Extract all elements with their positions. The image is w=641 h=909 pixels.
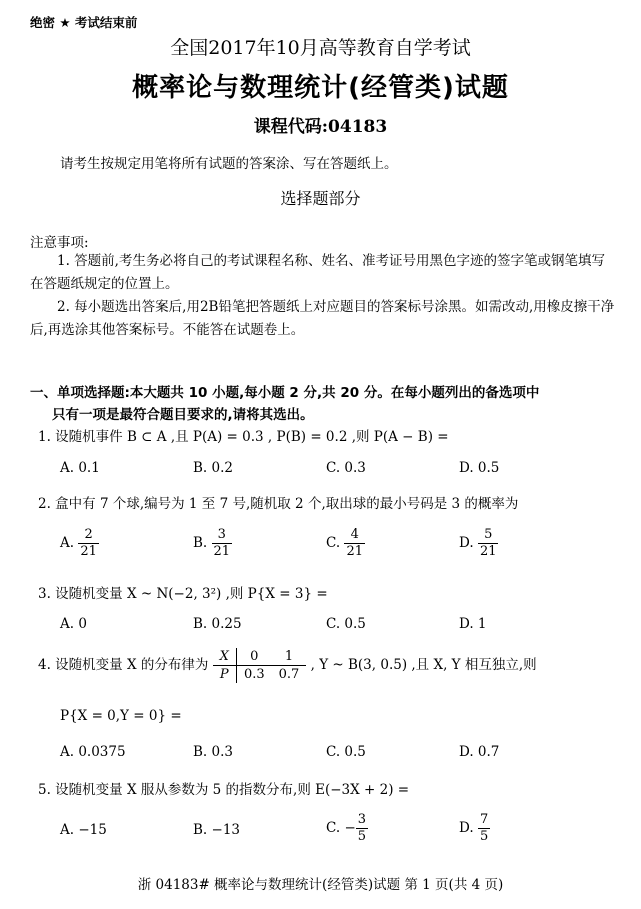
denominator: 21 (346, 544, 363, 559)
numerator: 2 (78, 527, 99, 544)
exam-title: 全国2017年10月高等教育自学考试 (170, 37, 471, 59)
option: C. 0.3 (326, 460, 366, 476)
minus-sign: − (344, 820, 356, 836)
fraction (78, 527, 99, 560)
denominator: 21 (479, 544, 497, 559)
secret-label: 绝密 ★ 考试结束前 (30, 15, 138, 30)
question-stem-line: P{X = 0,Y = 0} = (60, 708, 182, 724)
option: A. 0.1 (60, 460, 100, 476)
option: D. 0.5 (459, 460, 500, 476)
option-letter: D. (459, 535, 474, 551)
numerator: 5 (478, 527, 499, 544)
subject-title: 概率论与数理统计(经管类)试题 (132, 73, 509, 103)
denominator: 21 (80, 544, 97, 559)
option (60, 527, 99, 560)
course-code: 课程代码:04183 (253, 117, 388, 137)
option (459, 527, 498, 560)
note-item: 2. 每小题选出答案后,用2B铅笔把答题纸上对应题目的答案标号涂黑。如需改动,用橡皮擦干净后,再选涂其他答案标号。不能答在试题卷上。 (30, 299, 615, 338)
table-cell: X (213, 648, 237, 666)
option-letter: A. (60, 535, 75, 551)
option-letter: C. (326, 535, 341, 551)
numerator: 3 (357, 812, 367, 827)
option: B. −13 (193, 822, 240, 838)
note-item: 1. 答题前,考生务必将自己的考试课程名称、姓名、准考证号用黑色字迹的签字笔或钢笔填写在答题纸规定的位置上。 (30, 253, 605, 292)
denominator: 5 (357, 829, 367, 844)
denominator: 21 (213, 544, 231, 559)
option: A. −15 (60, 822, 107, 838)
option: A. 0 (60, 616, 87, 632)
question-stem: 3. 设随机变量 X ~ N(−2, 3²) ,则 P{X = 3} = (38, 586, 328, 602)
table-cell: 1 (272, 648, 307, 666)
option: B. 0.25 (193, 616, 242, 632)
option: D. 0.7 (459, 744, 500, 760)
part-header-line: 只有一项是最符合题目要求的,请将其选出。 (52, 407, 314, 423)
option (459, 812, 490, 845)
numerator: 7 (479, 812, 489, 827)
option-letter: B. (193, 535, 208, 551)
fraction (356, 812, 368, 845)
distribution-table (213, 648, 307, 683)
notes-heading: 注意事项: (30, 235, 89, 251)
section-title: 选择题部分 (280, 189, 361, 208)
table-cell: 0.3 (243, 667, 265, 682)
option (326, 812, 368, 845)
option: C. 0.5 (326, 744, 366, 760)
question-stem: 1. 设随机事件 B ⊂ A ,且 P(A) = 0.3 , P(B) = 0.2 ,则 P(A − B) = (38, 429, 449, 445)
question-stem (38, 648, 537, 683)
option (326, 527, 365, 560)
denominator: 5 (479, 829, 489, 844)
option-letter: C. (326, 820, 341, 836)
fraction (478, 527, 499, 560)
fraction (344, 527, 365, 560)
question-stem: 5. 设随机变量 X 服从参数为 5 的指数分布,则 E(−3X + 2) = (38, 782, 410, 798)
option: D. 1 (459, 616, 487, 632)
part-header-line: 一、单项选择题:本大题共 10 小题,每小题 2 分,共 20 分。在每小题列出的备选项中 (30, 385, 540, 401)
stem-suffix: , Y ~ B(3, 0.5) ,且 X, Y 相互独立,则 (310, 657, 537, 673)
fraction (212, 527, 233, 560)
table-cell: P (213, 666, 237, 684)
instruction: 请考生按规定用笔将所有试题的答案涂、写在答题纸上。 (60, 156, 398, 172)
question-stem: 2. 盒中有 7 个球,编号为 1 至 7 号,随机取 2 个,取出球的最小号码是 3 的概率为 (38, 496, 519, 512)
part-header (30, 382, 620, 426)
numerator: 3 (212, 527, 233, 544)
page-footer: 浙 04183# 概率论与数理统计(经管类)试题 第 1 页(共 4 页) (137, 877, 504, 893)
stem-prefix: 4. 设随机变量 X 的分布律为 (38, 657, 209, 673)
table-cell: 0.7 (278, 667, 300, 682)
numerator: 4 (344, 527, 365, 544)
option: A. 0.0375 (60, 744, 126, 760)
option: C. 0.5 (326, 616, 366, 632)
option (193, 527, 232, 560)
table-cell: 0 (236, 648, 271, 666)
fraction (478, 812, 490, 845)
option-letter: D. (459, 820, 474, 836)
option: B. 0.3 (193, 744, 233, 760)
option: B. 0.2 (193, 460, 233, 476)
